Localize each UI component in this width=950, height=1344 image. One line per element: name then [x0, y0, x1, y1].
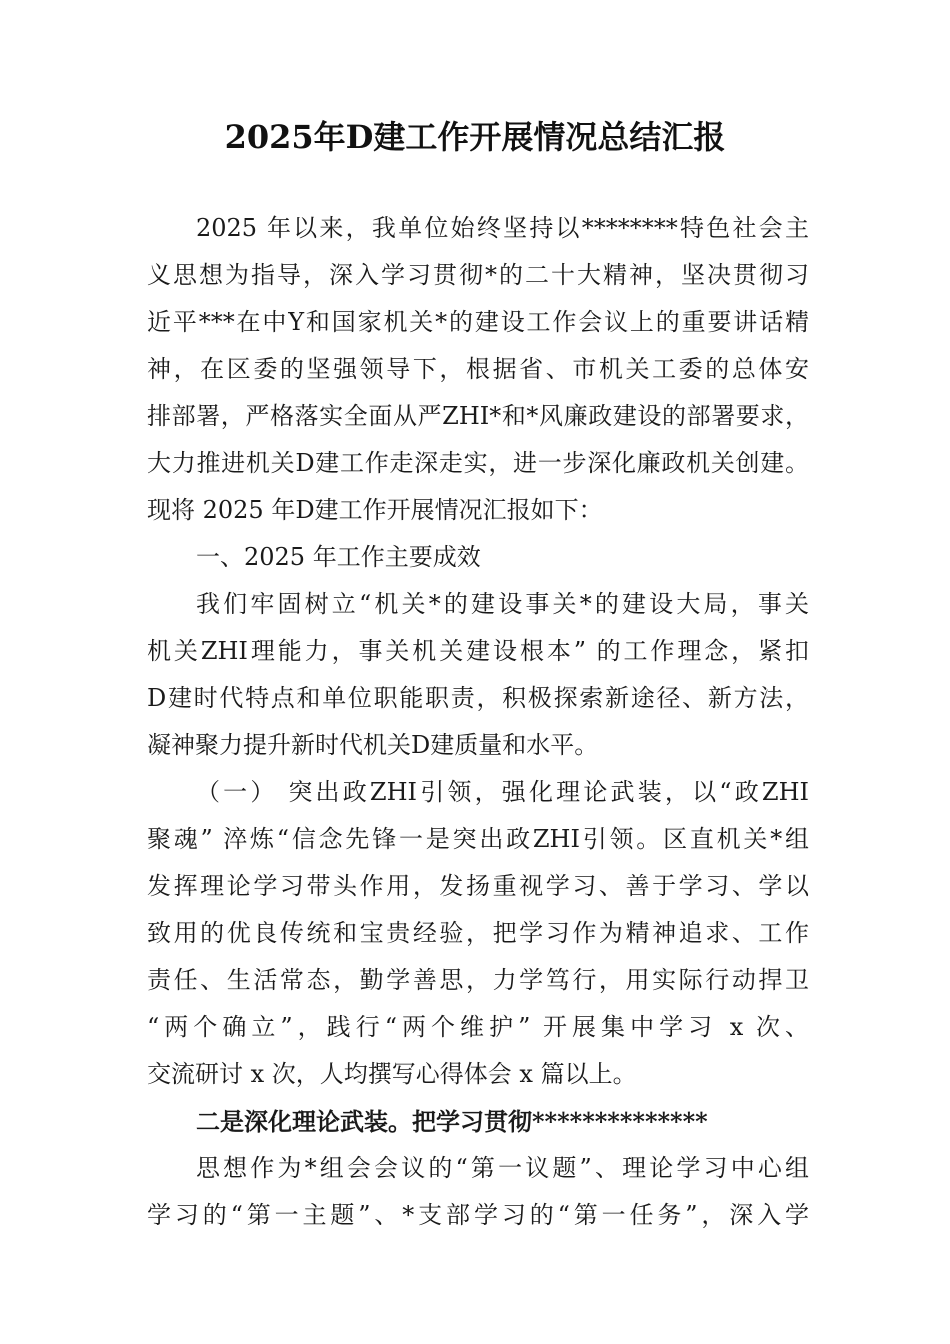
paragraph-line: 致用的优良传统和宝贵经验，把学习作为精神追求、工作 — [147, 919, 809, 947]
paragraph-line: 大力推进机关D建工作走深走实，进一步深化廉政机关创建。 — [147, 449, 809, 477]
paragraph-line: 义思想为指导，深入学习贯彻*的二十大精神，坚决贯彻习 — [147, 261, 809, 289]
bold-subheading: 二是深化理论武装。把学习贯彻************** — [196, 1107, 708, 1136]
paragraph-line: 2025 年以来，我单位始终坚持以********特色社会主 — [196, 214, 809, 242]
section-heading: 一、2025 年工作主要成效 — [196, 543, 481, 571]
subsection-heading: （一） 突出政ZHI引领，强化理论武装，以“政ZHI — [196, 778, 809, 806]
paragraph-line: 凝神聚力提升新时代机关D建质量和水平。 — [147, 731, 599, 759]
document-body — [147, 205, 809, 1239]
paragraph-line: “两个确立”，践行“两个维护” 开展集中学习 x 次、 — [147, 1013, 809, 1041]
paragraph-line: 现将 2025 年D建工作开展情况汇报如下： — [147, 496, 603, 524]
paragraph-line: 责任、生活常态，勤学善思，力学笃行，用实际行动捍卫 — [147, 966, 809, 994]
paragraph-line: 学习的“第一主题”、*支部学习的“第一任务”，深入学 — [147, 1201, 809, 1229]
paragraph-line: 我们牢固树立“机关*的建设事关*的建设大局，事关 — [196, 590, 809, 618]
paragraph-line: 交流研讨 x 次，人均撰写心得体会 x 篇以上。 — [147, 1060, 637, 1088]
paragraph-line: 排部署，严格落实全面从严ZHI*和*风廉政建设的部署要求， — [147, 402, 809, 430]
paragraph-line: 聚魂” 淬炼“信念先锋一是突出政ZHI引领。区直机关*组 — [147, 825, 809, 853]
paragraph-line: 机关ZHI理能力，事关机关建设根本” 的工作理念，紧扣 — [147, 637, 809, 665]
paragraph-line: 近平***在中Y和国家机关*的建设工作会议上的重要讲话精 — [147, 308, 809, 336]
document-title: 2025年D建工作开展情况总结汇报 — [224, 118, 726, 156]
paragraph-line: 神，在区委的坚强领导下，根据省、市机关工委的总体安 — [147, 355, 809, 383]
paragraph-line: 发挥理论学习带头作用，发扬重视学习、善于学习、学以 — [147, 872, 809, 900]
paragraph-line: D建时代特点和单位职能职责，积极探索新途径、新方法， — [147, 684, 809, 712]
paragraph-line: 思想作为*组会会议的“第一议题”、理论学习中心组 — [196, 1154, 809, 1182]
